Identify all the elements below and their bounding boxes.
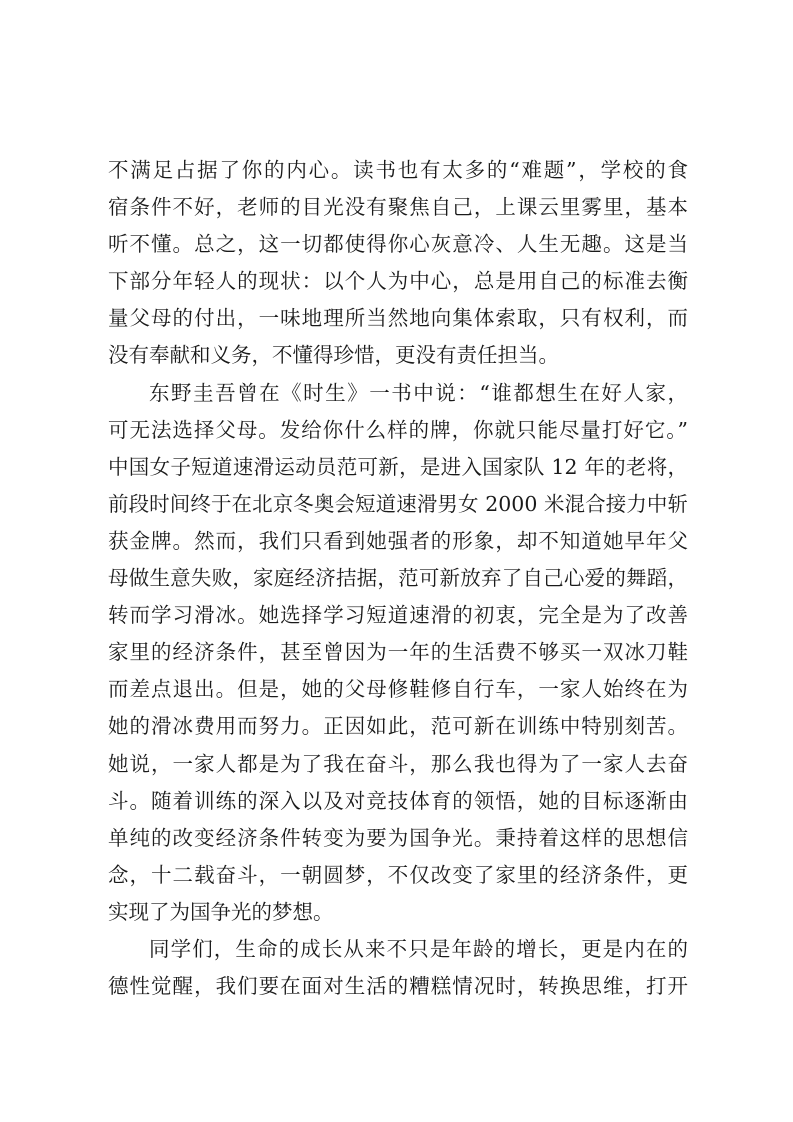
body-text <box>108 152 688 1005</box>
text-line: 量父母的付出，一味地理所当然地向集体索取，只有权利，而 <box>108 306 688 331</box>
text-line: 德性觉醒，我们要在面对生活的糟糕情况时，转换思维，打开 <box>108 974 688 999</box>
text-line: 实现了为国争光的梦想。 <box>108 899 334 924</box>
text-line: 她的滑冰费用而努力。正因如此，范可新在训练中特别刻苦。 <box>108 714 688 739</box>
text-line: 家里的经济条件，甚至曾因为一年的生活费不够买一双冰刀鞋 <box>108 640 688 665</box>
text-line: 获金牌。然而，我们只看到她强者的形象，却不知道她早年父 <box>108 528 688 553</box>
paragraph-2 <box>108 375 688 931</box>
text-line: 下部分年轻人的现状：以个人为中心，总是用自己的标准去衡 <box>108 269 688 294</box>
text-line: 转而学习滑冰。她选择学习短道速滑的初衷，完全是为了改善 <box>108 603 688 628</box>
text-line: 宿条件不好，老师的目光没有聚焦自己，上课云里雾里，基本 <box>108 195 688 220</box>
text-line: 而差点退出。但是，她的父母修鞋修自行车，一家人始终在为 <box>108 677 688 702</box>
text-line: 可无法选择父母。发给你什么样的牌，你就只能尽量打好它。” <box>108 417 688 442</box>
text-line: 没有奉献和义务，不懂得珍惜，更没有责任担当。 <box>108 343 559 368</box>
text-line: 不满足占据了你的内心。读书也有太多的“难题”，学校的食 <box>108 158 688 182</box>
text-line: 听不懂。总之，这一切都使得你心灰意冷、人生无趣。这是当 <box>108 232 688 257</box>
text-line: 中国女子短道速滑运动员范可新，是进入国家队 12 年的老将， <box>108 454 688 479</box>
text-line: 母做生意失败，家庭经济拮据，范可新放弃了自己心爱的舞蹈， <box>108 566 688 591</box>
text-line: 她说，一家人都是为了我在奋斗，那么我也得为了一家人去奋 <box>108 751 688 776</box>
text-line: 念，十二载奋斗，一朝圆梦，不仅改变了家里的经济条件，更 <box>108 862 688 887</box>
text-line: 单纯的改变经济条件转变为要为国争光。秉持着这样的思想信 <box>108 825 688 850</box>
text-line: 斗。随着训练的深入以及对竞技体育的领悟，她的目标逐渐由 <box>108 788 688 813</box>
text-line: 前段时间终于在北京冬奥会短道速滑男女 2000 米混合接力中斩 <box>108 491 688 516</box>
paragraph-3 <box>108 931 688 1005</box>
paragraph-1 <box>108 152 688 375</box>
text-line: 东野圭吾曾在《时生》一书中说：“谁都想生在好人家， <box>149 380 688 405</box>
text-line: 同学们，生命的成长从来不只是年龄的增长，更是内在的 <box>149 936 688 961</box>
